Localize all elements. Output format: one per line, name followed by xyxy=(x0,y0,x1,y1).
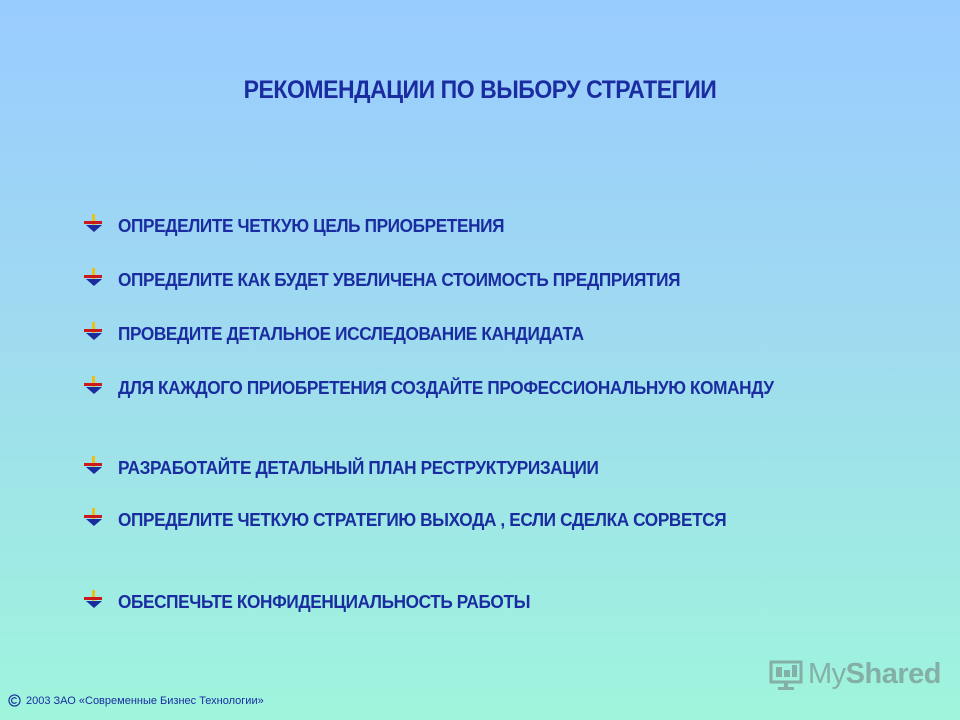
arrow-bullet-icon xyxy=(82,454,104,476)
slide-title: РЕКОМЕНДАЦИИ ПО ВЫБОРУ СТРАТЕГИИ xyxy=(243,76,717,104)
copyright-icon xyxy=(8,694,21,707)
bullet-item xyxy=(82,374,882,402)
bullet-text: ОПРЕДЕЛИТЕ ЧЕТКУЮ СТРАТЕГИЮ ВЫХОДА , ЕСЛИ СДЕЛКА СОРВЕТСЯ xyxy=(118,509,727,530)
arrow-bullet-icon xyxy=(82,506,104,528)
copyright-text: 2003 ЗАО «Современные Бизнес Технологии» xyxy=(26,694,264,707)
watermark-text-bold: Shared xyxy=(845,657,941,690)
bullet-item xyxy=(82,266,882,294)
watermark-logo xyxy=(768,656,941,692)
bullet-text: РАЗРАБОТАЙТЕ ДЕТАЛЬНЫЙ ПЛАН РЕСТРУКТУРИЗАЦИИ xyxy=(118,457,599,478)
arrow-bullet-icon xyxy=(82,320,104,342)
arrow-bullet-icon xyxy=(82,266,104,288)
bullet-item xyxy=(82,588,882,616)
bullet-text: ДЛЯ КАЖДОГО ПРИОБРЕТЕНИЯ СОЗДАЙТЕ ПРОФЕССИОНАЛЬНУЮ КОМАНДУ xyxy=(118,377,774,398)
bullet-text: ПРОВЕДИТЕ ДЕТАЛЬНОЕ ИССЛЕДОВАНИЕ КАНДИДАТА xyxy=(118,323,584,344)
arrow-bullet-icon xyxy=(82,212,104,234)
bullet-item xyxy=(82,320,882,348)
arrow-bullet-icon xyxy=(82,374,104,396)
watermark-text-light: My xyxy=(808,657,846,690)
bullet-text: ОПРЕДЕЛИТЕ ЧЕТКУЮ ЦЕЛЬ ПРИОБРЕТЕНИЯ xyxy=(118,215,505,236)
arrow-bullet-icon xyxy=(82,588,104,610)
footer-copyright xyxy=(8,694,264,707)
bullet-item xyxy=(82,212,882,240)
bullet-item xyxy=(82,506,882,534)
watermark-text xyxy=(808,658,941,691)
bullet-text: ОБЕСПЕЧЬТЕ КОНФИДЕНЦИАЛЬНОСТЬ РАБОТЫ xyxy=(118,591,531,612)
presentation-screen-icon xyxy=(768,656,804,692)
bullet-text: ОПРЕДЕЛИТЕ КАК БУДЕТ УВЕЛИЧЕНА СТОИМОСТЬ ПРЕДПРИЯТИЯ xyxy=(118,269,681,290)
bullet-item xyxy=(82,454,882,482)
